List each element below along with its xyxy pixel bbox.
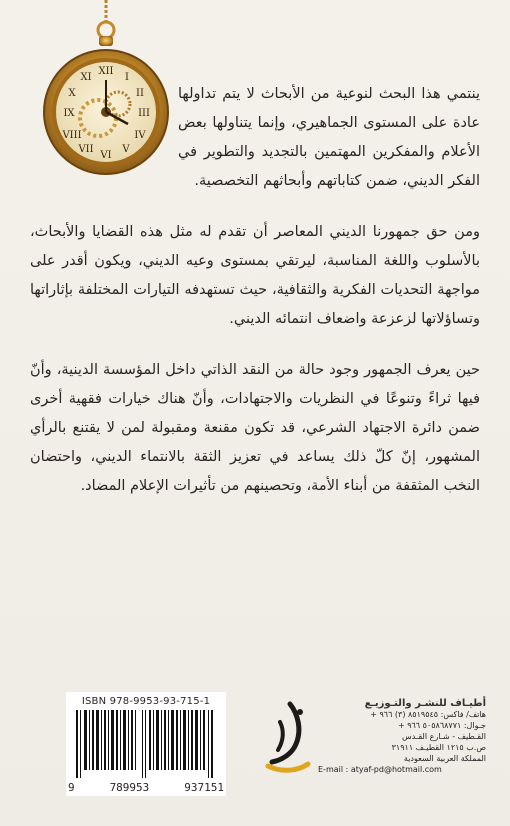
- svg-text:IV: IV: [134, 130, 146, 141]
- barcode-bars-icon: [76, 710, 216, 778]
- svg-text:VII: VII: [78, 144, 94, 155]
- publisher-logo-icon: [262, 700, 312, 776]
- publisher-name: أطيـاف للنشـر والتـوزيـع: [364, 698, 486, 709]
- svg-text:V: V: [122, 144, 130, 155]
- publisher-address: القـطيف - شـارع القـدس: [402, 732, 486, 741]
- svg-text:XII: XII: [98, 66, 114, 77]
- publisher-email: E-mail : atyaf-pd@hotmail.com: [318, 765, 442, 774]
- paragraph-2: ومن حق جمهورنا الديني المعاصر أن تقدم له مثل هذه القضايا والأبحاث، بالأسلوب واللغة المناسبة، ليرتقي بمستوى وعيه الديني، ويكون أقدر على مواجهة التحديات الفكرية والثقافية، حيث تستهدفه التيارات المختلفة بإثاراتها وتساؤلاتها لزعزعة واضعاف انتمائه الديني.: [30, 224, 480, 327]
- publisher-country: المملكة العربية السعودية: [403, 754, 486, 763]
- publisher-pobox: ص.ب ١٢١٥ القطيـف ٣١٩١١: [391, 743, 486, 752]
- paragraph-1: ينتمي هذا البحث لنوعية من الأبحاث لا يتم تداولها عادة على المستوى الجماهيري، وإنما يتناولها بعض الأعلام والمفكرين المهتمين بالتجديد والتطوير في الفكر الديني، ضمن كتاباتهم وأبحاثهم التخصصية.: [178, 86, 480, 189]
- isbn-digit-group-2: 937151: [184, 781, 224, 794]
- publisher-phone: هاتف/ فاكس: ٨٥١٩٥٤٥ (٣) ٩٦٦ +: [370, 710, 486, 719]
- svg-text:VI: VI: [100, 150, 112, 161]
- svg-text:VIII: VIII: [62, 130, 82, 141]
- isbn-digits: [68, 781, 224, 794]
- svg-text:XI: XI: [80, 72, 92, 83]
- back-cover-text: [30, 80, 480, 523]
- publisher-info: [318, 698, 486, 775]
- svg-text:I: I: [125, 72, 129, 83]
- isbn-label: ISBN 978-9953-93-715-1: [81, 696, 211, 707]
- isbn-digit-prefix: 9: [68, 781, 75, 794]
- paragraph-3: حين يعرف الجمهور وجود حالة من النقد الذاتي داخل المؤسسة الدينية، وأنّ فيها ثراءً وتنوعًا في النظريات والاجتهادات، وأنّ هناك خيارات فقهية أخرى ضمن دائرة الاجتهاد الشرعي، قد تكون مقنعة ومقبولة لمن لا يقتنع بالرأي المشهور، إنّ كلّ ذلك يساعد في تعزيز الثقة بالانتماء الديني، واحتضان النخب المثقفة من أبناء الأمة، وتحصينهم من تأثيرات الإعلام المضاد.: [30, 362, 480, 494]
- svg-text:II: II: [136, 88, 144, 99]
- publisher-mobile: جـوال: ٥٠٥٨٦٨٧٧١ ٩٦٦ +: [397, 721, 486, 730]
- svg-text:IX: IX: [63, 108, 75, 119]
- svg-text:X: X: [68, 88, 76, 99]
- isbn-barcode: [66, 692, 226, 796]
- svg-text:III: III: [138, 108, 150, 119]
- isbn-digit-group-1: 789953: [109, 781, 150, 794]
